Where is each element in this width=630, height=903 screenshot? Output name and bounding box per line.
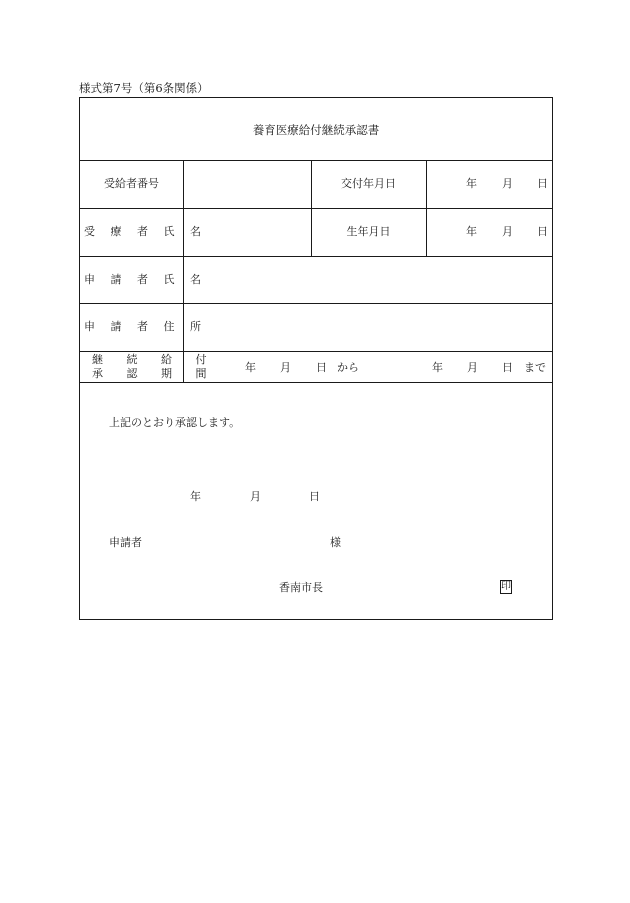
form-number: 様式第7号（第6条関係）: [79, 81, 209, 95]
form-title: 養育医療給付継続承認書: [252, 123, 380, 137]
patient-name-label: 受 療 者 氏 名: [84, 225, 207, 238]
birth-year-unit: 年: [466, 225, 477, 238]
period-to-day-unit: 日: [502, 361, 513, 374]
grid-line: [311, 160, 312, 256]
birth-month-unit: 月: [502, 225, 513, 238]
birth-date-label: 生年月日: [346, 225, 391, 238]
period-to-text: まで: [524, 361, 546, 374]
grid-line: [80, 303, 552, 304]
issue-date-label: 交付年月日: [341, 177, 396, 190]
recipient-number-label: 受給者番号: [104, 177, 159, 190]
period-label-line2: 承 認 期 間: [92, 367, 217, 380]
applicant-address-field[interactable]: [184, 305, 552, 349]
issue-month-unit: 月: [502, 177, 513, 190]
period-from-month-unit: 月: [280, 361, 291, 374]
approval-day-unit: 日: [309, 490, 320, 503]
period-label-line1: 継 続 給 付: [92, 353, 217, 366]
honorific: 様: [330, 536, 341, 549]
grid-line: [80, 382, 552, 383]
grid-line: [426, 160, 427, 256]
grid-line: [80, 256, 552, 257]
mayor-label: 香南市長: [279, 581, 323, 594]
period-to-year-unit: 年: [432, 361, 443, 374]
applicant-address-label: 申 請 者 住 所: [84, 320, 207, 333]
issue-year-unit: 年: [466, 177, 477, 190]
applicant-name-label: 申 請 者 氏 名: [84, 273, 207, 286]
birth-day-unit: 日: [537, 225, 548, 238]
period-from-text: から: [337, 361, 359, 374]
approval-month-unit: 月: [250, 490, 261, 503]
period-from-year-unit: 年: [245, 361, 256, 374]
seal-mark: 印: [501, 581, 511, 592]
grid-line: [80, 160, 552, 161]
applicant-label: 申請者: [109, 536, 142, 549]
grid-line: [80, 351, 552, 352]
period-from-day-unit: 日: [316, 361, 327, 374]
grid-line: [80, 208, 552, 209]
recipient-number-field[interactable]: [184, 162, 310, 206]
issue-day-unit: 日: [537, 177, 548, 190]
approval-statement: 上記のとおり承認します。: [109, 416, 241, 429]
approval-form: [79, 97, 553, 620]
patient-name-field[interactable]: [184, 210, 310, 254]
applicant-name-field[interactable]: [184, 258, 552, 301]
approval-year-unit: 年: [190, 490, 201, 503]
period-to-month-unit: 月: [467, 361, 478, 374]
